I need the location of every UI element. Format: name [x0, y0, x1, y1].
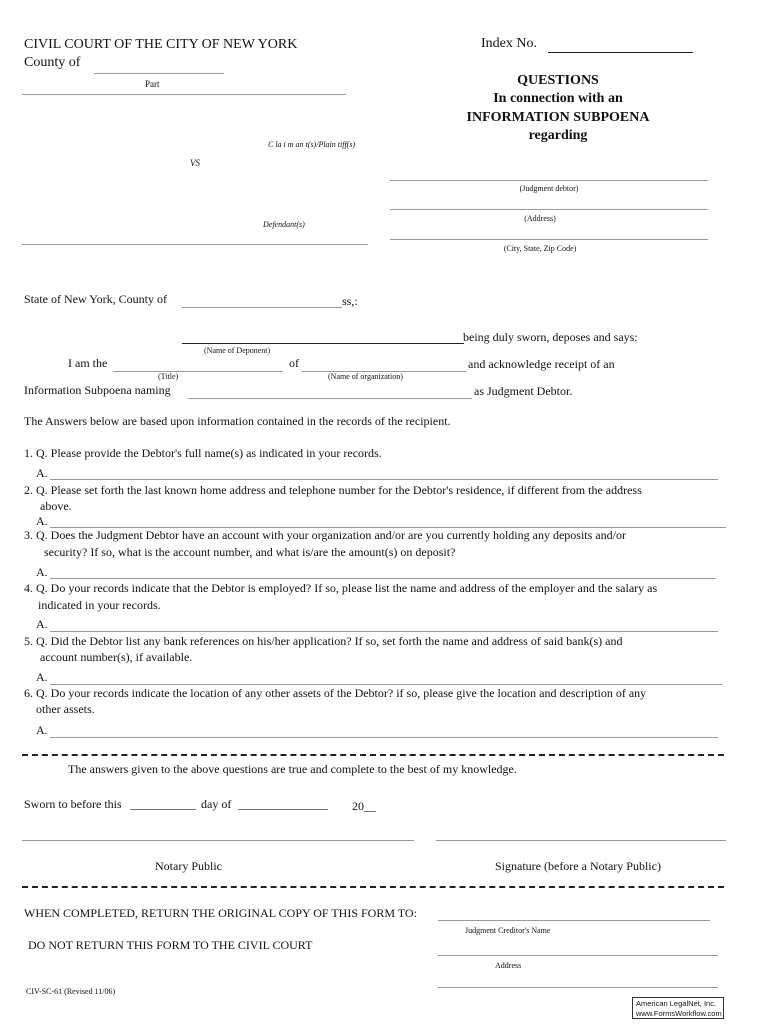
answer-6-field[interactable] [50, 737, 718, 738]
creditor-name-field[interactable] [438, 920, 710, 921]
title-line-1: QUESTIONS [517, 73, 599, 88]
answer-5-field[interactable] [50, 684, 722, 685]
debtor-name-field[interactable] [188, 398, 472, 399]
deponent-field[interactable] [182, 343, 464, 344]
title-line-4: regarding [528, 128, 588, 143]
answer-3-field[interactable] [50, 578, 716, 579]
creditor-name-label: Judgment Creditor's Name [465, 926, 551, 935]
cut-line-2 [22, 886, 724, 888]
form-id: CIV-SC-61 (Revised 11/06) [26, 987, 116, 996]
cut-line-1 [22, 754, 724, 756]
city-field[interactable] [390, 239, 708, 240]
day-of-label: day of [201, 797, 232, 811]
county-field[interactable] [94, 73, 224, 74]
answer-5-prefix: A. [36, 670, 48, 684]
title-line-3: INFORMATION SUBPOENA [466, 110, 650, 125]
question-3-line-1: 3. Q. Does the Judgment Debtor have an account with your organization and/or are you currently holding any deposits and/or [24, 528, 626, 542]
state-county-label: State of New York, County of [24, 292, 167, 306]
notary-signature-field[interactable] [22, 840, 414, 841]
question-5-line-2: account number(s), if available. [40, 650, 193, 664]
return-address-field-2[interactable] [438, 987, 718, 988]
do-not-return-text: DO NOT RETURN THIS FORM TO THE CIVIL COURT [28, 938, 313, 952]
signature-label: Signature (before a Notary Public) [495, 859, 661, 873]
answer-1-prefix: A. [36, 466, 48, 480]
address-label: (Address) [524, 214, 556, 223]
publisher-url[interactable]: www.FormsWorkflow.com [636, 1009, 722, 1018]
part-label: Part [145, 79, 160, 89]
deponent-label: (Name of Deponent) [204, 346, 271, 355]
when-completed-text: WHEN COMPLETED, RETURN THE ORIGINAL COPY OF THIS FORM TO: [24, 906, 417, 920]
sworn-day-field[interactable]: ___________ [130, 797, 196, 811]
certification-text: The answers given to the above questions are true and complete to the best of my knowledge. [68, 762, 517, 776]
ss-label: ss,: [342, 294, 358, 308]
index-field[interactable] [548, 52, 693, 53]
question-3-line-2: security? If so, what is the account number, and what is/are the amount(s) on deposit? [44, 545, 456, 559]
return-address-label: Address [495, 961, 522, 970]
question-5-line-1: 5. Q. Did the Debtor list any bank references on his/her application? If so, set forth the name and address of said bank(s) and [24, 634, 623, 648]
i-am-the-label: I am the [68, 356, 108, 370]
vs-label: VS [190, 158, 200, 168]
judgment-debtor-field[interactable] [390, 180, 708, 181]
title-line-2: In connection with an [493, 91, 623, 106]
question-6-line-1: 6. Q. Do your records indicate the location of any other assets of the Debtor? if so, please give the location and description of any [24, 686, 647, 700]
sworn-label: being duly sworn, deposes and says: [463, 330, 638, 344]
sworn-label: Sworn to before this [24, 797, 122, 811]
as-judgment-debtor-label: as Judgment Debtor. [474, 384, 573, 398]
answer-2-prefix: A. [36, 514, 48, 528]
part-field[interactable] [22, 94, 346, 95]
defendant-label: Defendant(s) [263, 220, 305, 229]
city-label: (City, State, Zip Code) [503, 244, 577, 253]
index-label: Index No. [481, 36, 537, 51]
title-label: (Title) [158, 372, 179, 381]
court-name: CIVIL COURT OF THE CITY OF NEW YORK [24, 37, 298, 52]
state-county-field[interactable] [182, 307, 342, 308]
publisher-name: American LegalNet, Inc. [636, 999, 717, 1008]
answer-1-field[interactable] [50, 479, 718, 480]
acknowledge-label: and acknowledge receipt of an [468, 357, 615, 371]
question-1: 1. Q. Please provide the Debtor's full name(s) as indicated in your records. [24, 446, 382, 460]
question-4-line-2: indicated in your records. [38, 598, 161, 612]
of-label: of [289, 356, 299, 370]
answer-6-prefix: A. [36, 723, 48, 737]
address-field[interactable] [390, 209, 708, 210]
question-6-line-2: other assets. [36, 702, 95, 716]
title-field[interactable] [113, 371, 283, 372]
question-2-line-2: above. [40, 499, 72, 513]
return-address-field[interactable] [438, 955, 718, 956]
question-4-line-1: 4. Q. Do your records indicate that the Debtor is employed? If so, please list the name and address of the employer and the salary as [24, 581, 658, 595]
subpoena-naming-label: Information Subpoena naming [24, 383, 171, 397]
answer-4-prefix: A. [36, 617, 48, 631]
notary-public-label: Notary Public [155, 859, 222, 873]
answer-4-field[interactable] [50, 631, 718, 632]
sworn-year-field[interactable]: 20__ [352, 799, 376, 813]
publisher-box [632, 997, 724, 1019]
intro-text: The Answers below are based upon information contained in the records of the recipient. [24, 414, 451, 428]
judgment-debtor-label: (Judgment debtor) [519, 184, 579, 193]
deponent-signature-field[interactable] [436, 840, 726, 841]
question-2-line-1: 2. Q. Please set forth the last known home address and telephone number for the Debtor's residence, if different from the address [24, 483, 642, 497]
organization-label: (Name of organization) [328, 372, 403, 381]
answer-3-prefix: A. [36, 565, 48, 579]
defendant-field[interactable] [22, 244, 368, 245]
claimant-label: C la i m an t(s)/Plain tiff(s) [268, 140, 356, 149]
sworn-month-field[interactable]: _______________ [238, 797, 328, 811]
county-label: County of [24, 55, 81, 70]
